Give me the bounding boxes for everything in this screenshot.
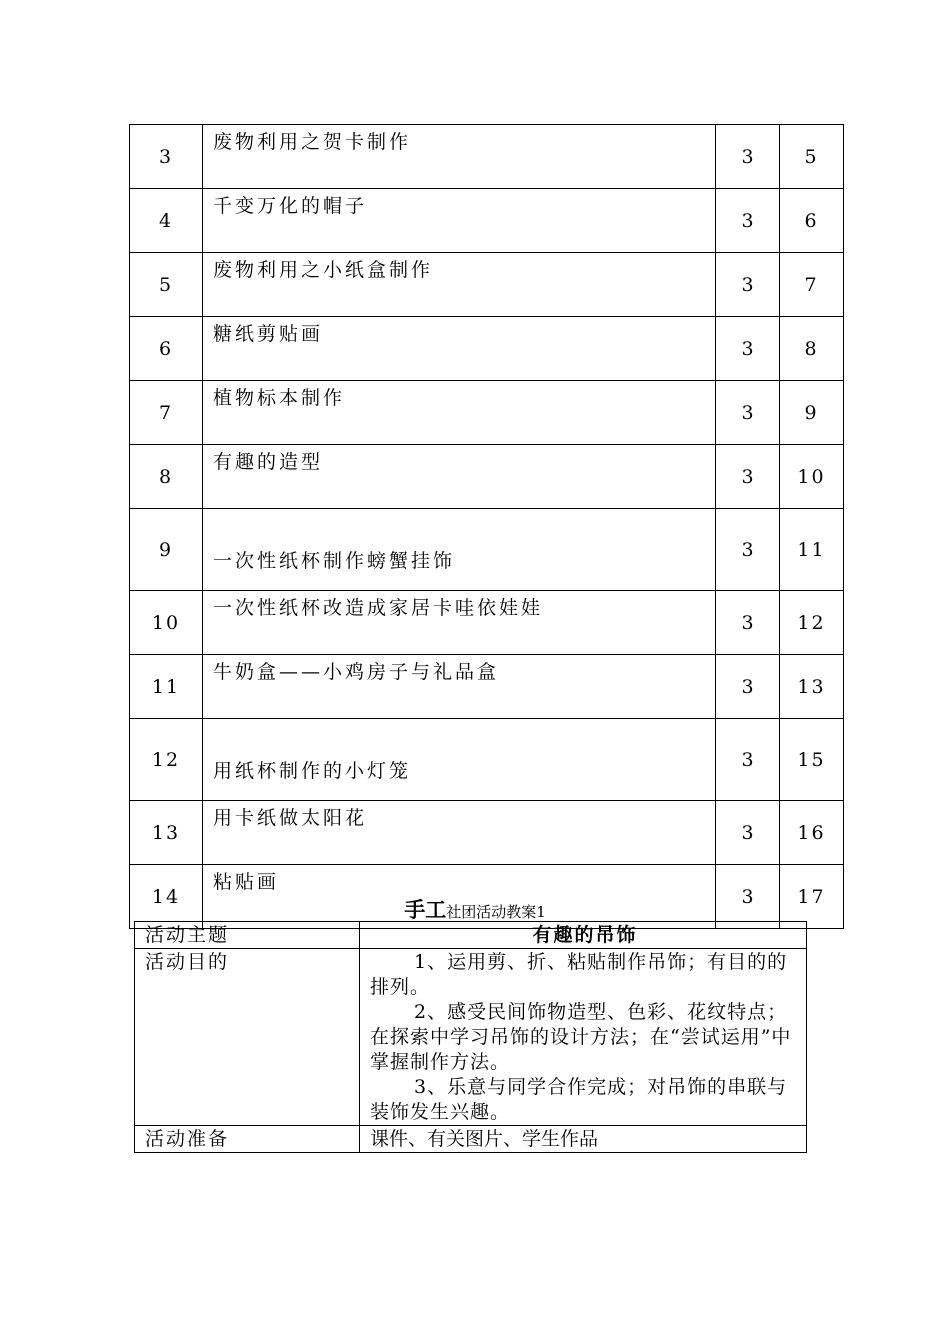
lesson-plan-heading-main: 手工 [404, 898, 447, 922]
lesson-page: 6 [780, 189, 844, 253]
lesson-title: 粘贴画 [203, 865, 716, 929]
table-row [130, 189, 844, 253]
lesson-hours: 3 [716, 865, 780, 929]
lesson-hours: 3 [716, 509, 780, 591]
goal-item: 2、感受民间饰物造型、色彩、花纹特点；在探索中学习吊饰的设计方法；在“尝试运用”中掌握制作方法。 [370, 1001, 792, 1073]
lesson-title: 废物利用之贺卡制作 [203, 125, 716, 189]
lesson-title: 一次性纸杯制作螃蟹挂饰 [203, 509, 716, 591]
table-row [130, 591, 844, 655]
table-row [135, 922, 807, 949]
theme-value: 有趣的吊饰 [360, 922, 807, 949]
lesson-title: 千变万化的帽子 [203, 189, 716, 253]
lesson-number: 12 [130, 719, 203, 801]
table-row [130, 719, 844, 801]
prep-value: 课件、有关图片、学生作品 [360, 1126, 807, 1153]
lesson-page: 8 [780, 317, 844, 381]
table-row [130, 445, 844, 509]
lesson-plan-table [134, 921, 807, 1153]
lesson-number: 7 [130, 381, 203, 445]
lesson-title: 用纸杯制作的小灯笼 [203, 719, 716, 801]
lesson-hours: 3 [716, 253, 780, 317]
lesson-hours: 3 [716, 719, 780, 801]
lesson-plan-heading-rest: 社团活动教案1 [446, 903, 546, 921]
lesson-page: 15 [780, 719, 844, 801]
table-row [135, 1126, 807, 1153]
lesson-schedule-table [129, 124, 844, 929]
lesson-title: 糖纸剪贴画 [203, 317, 716, 381]
theme-label: 活动主题 [135, 922, 360, 949]
lesson-title: 植物标本制作 [203, 381, 716, 445]
lesson-hours: 3 [716, 445, 780, 509]
lesson-page: 11 [780, 509, 844, 591]
lesson-number: 9 [130, 509, 203, 591]
lesson-number: 4 [130, 189, 203, 253]
lesson-hours: 3 [716, 381, 780, 445]
lesson-page: 7 [780, 253, 844, 317]
lesson-hours: 3 [716, 189, 780, 253]
table-row [130, 317, 844, 381]
lesson-page: 16 [780, 801, 844, 865]
goal-item: 1、运用剪、折、粘贴制作吊饰；有目的的排列。 [370, 951, 788, 998]
lesson-number: 10 [130, 591, 203, 655]
prep-label: 活动准备 [135, 1126, 360, 1153]
lesson-title: 一次性纸杯改造成家居卡哇依娃娃 [203, 591, 716, 655]
lesson-number: 3 [130, 125, 203, 189]
lesson-hours: 3 [716, 801, 780, 865]
lesson-hours: 3 [716, 655, 780, 719]
lesson-page: 12 [780, 591, 844, 655]
lesson-number: 5 [130, 253, 203, 317]
lesson-page: 9 [780, 381, 844, 445]
table-row [130, 655, 844, 719]
lesson-hours: 3 [716, 317, 780, 381]
lesson-page: 10 [780, 445, 844, 509]
lesson-title: 废物利用之小纸盒制作 [203, 253, 716, 317]
lesson-number: 8 [130, 445, 203, 509]
lesson-hours: 3 [716, 125, 780, 189]
goal-item: 3、乐意与同学合作完成；对吊饰的串联与装饰发生兴趣。 [370, 1076, 788, 1123]
lesson-page: 13 [780, 655, 844, 719]
table-row [130, 125, 844, 189]
goal-list [360, 949, 807, 1126]
lesson-title: 有趣的造型 [203, 445, 716, 509]
lesson-number: 11 [130, 655, 203, 719]
lesson-title: 用卡纸做太阳花 [203, 801, 716, 865]
goal-label: 活动目的 [135, 949, 360, 1126]
lesson-number: 6 [130, 317, 203, 381]
lesson-page: 5 [780, 125, 844, 189]
table-row [130, 381, 844, 445]
lesson-number: 14 [130, 865, 203, 929]
lesson-hours: 3 [716, 591, 780, 655]
table-row [130, 509, 844, 591]
table-row [130, 253, 844, 317]
lesson-number: 13 [130, 801, 203, 865]
lesson-title: 牛奶盒——小鸡房子与礼品盒 [203, 655, 716, 719]
table-row [135, 949, 807, 1126]
lesson-page: 17 [780, 865, 844, 929]
table-row [130, 801, 844, 865]
